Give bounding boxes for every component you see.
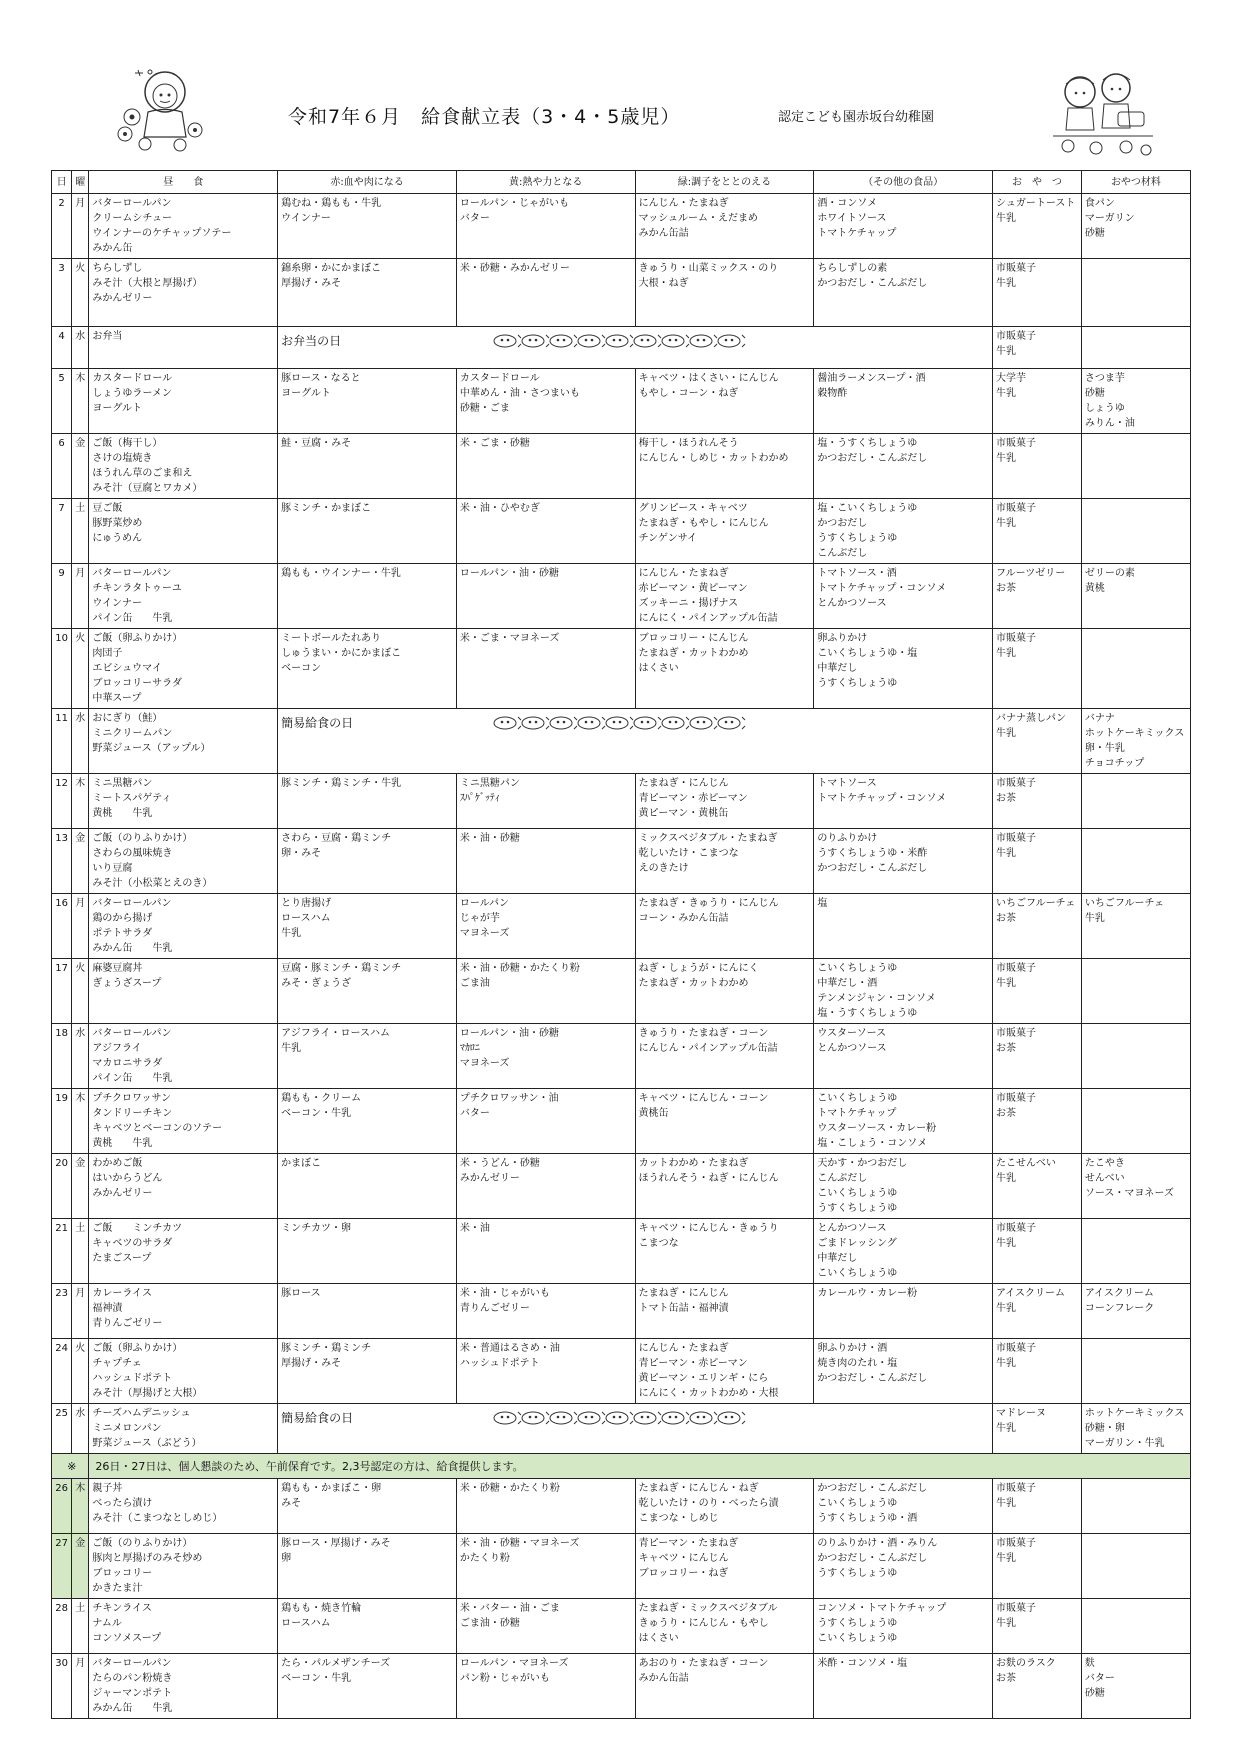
snack: 市販菓子 牛乳	[993, 499, 1082, 564]
day-number: 7	[52, 499, 72, 564]
other-foods: のりふりかけ・酒・みりん かつおだし・こんぶだし うすくちしょうゆ	[814, 1534, 993, 1599]
snack: いちごフルーチェ お茶	[993, 894, 1082, 959]
page-header	[0, 0, 1240, 170]
menu-row	[52, 709, 1191, 774]
day-number: 3	[52, 259, 72, 327]
weekday: 木	[72, 1479, 89, 1534]
snack: アイスクリーム 牛乳	[993, 1284, 1082, 1339]
lunch-dishes: カレーライス 福神漬 青りんごゼリー	[89, 1284, 278, 1339]
lunch-dishes: バターロールパン クリームシチュー ウインナーのケチャップソテー みかん缶	[89, 194, 278, 259]
snack: 市販菓子 お茶	[993, 774, 1082, 829]
menu-row	[52, 1534, 1191, 1599]
menu-row	[52, 774, 1191, 829]
menu-row	[52, 959, 1191, 1024]
snack-ingredients	[1081, 434, 1190, 499]
red-foods: 豆腐・豚ミンチ・鶏ミンチ みそ・ぎょうざ	[278, 959, 457, 1024]
snack-ingredients	[1081, 1219, 1190, 1284]
green-foods: たまねぎ・きゅうり・にんじん コーン・みかん缶詰	[635, 894, 814, 959]
col-header-red: 赤:血や肉になる	[278, 171, 457, 194]
yellow-foods: 米・油・砂糖	[456, 829, 635, 894]
menu-row	[52, 1089, 1191, 1154]
red-foods: とり唐揚げ ロースハム 牛乳	[278, 894, 457, 959]
snack-ingredients	[1081, 259, 1190, 327]
snack: 市販菓子 お茶	[993, 1024, 1082, 1089]
red-foods: 鶏もも・かまぼこ・卵 みそ	[278, 1479, 457, 1534]
menu-row	[52, 434, 1191, 499]
weekday: 木	[72, 1089, 89, 1154]
lunch-dishes: バターロールパン チキンラタトゥーユ ウインナー パイン缶 牛乳	[89, 564, 278, 629]
yellow-foods: 米・油・じゃがいも 青りんごゼリー	[456, 1284, 635, 1339]
day-number: 18	[52, 1024, 72, 1089]
yellow-foods: ロールパン じゃが芋 マヨネーズ	[456, 894, 635, 959]
snack-ingredients: 食パン マーガリン 砂糖	[1081, 194, 1190, 259]
lunch-dishes: カスタードロール しょうゆラーメン ヨーグルト	[89, 369, 278, 434]
snack: 市販菓子 牛乳	[993, 629, 1082, 709]
green-foods: きゅうり・山菜ミックス・のり 大根・ねぎ	[635, 259, 814, 327]
red-foods: 豚ミンチ・鶏ミンチ・牛乳	[278, 774, 457, 829]
snack: フルーツゼリー お茶	[993, 564, 1082, 629]
other-foods: ちらしずしの素 かつおだし・こんぶだし	[814, 259, 993, 327]
lunch-dishes: 麻婆豆腐丼 ぎょうざスープ	[89, 959, 278, 1024]
other-foods: こいくちしょうゆ 中華だし・酒 テンメンジャン・コンソメ 塩・うすくちしょうゆ	[814, 959, 993, 1024]
red-foods: 豚ロース・厚揚げ・みそ 卵	[278, 1534, 457, 1599]
green-foods: カットわかめ・たまねぎ ほうれんそう・ねぎ・にんじん	[635, 1154, 814, 1219]
lunch-dishes: ミニ黒糖パン ミートスパゲティ 黄桃 牛乳	[89, 774, 278, 829]
day-number: 28	[52, 1599, 72, 1654]
green-foods: にんじん・たまねぎ マッシュルーム・えだまめ みかん缶詰	[635, 194, 814, 259]
snack: 市販菓子 牛乳	[993, 959, 1082, 1024]
menu-row	[52, 1404, 1191, 1454]
decorative-border-illustration	[491, 329, 751, 353]
snack: 市販菓子 牛乳	[993, 1479, 1082, 1534]
weekday: 水	[72, 1024, 89, 1089]
lunch-dishes: 親子丼 べったら漬け みそ汁（こまつなとしめじ）	[89, 1479, 278, 1534]
green-foods: キャベツ・にんじん・きゅうり こまつな	[635, 1219, 814, 1284]
lunch-dishes: チキンライス ナムル コンソメスープ	[89, 1599, 278, 1654]
day-number: 6	[52, 434, 72, 499]
green-foods: ブロッコリー・にんじん たまねぎ・カットわかめ はくさい	[635, 629, 814, 709]
yellow-foods: 米・ごま・砂糖	[456, 434, 635, 499]
lunch-dishes: ご飯（卵ふりかけ） 肉団子 エビシュウマイ ブロッコリーサラダ 中華スープ	[89, 629, 278, 709]
weekday: 水	[72, 327, 89, 369]
weekday: 火	[72, 629, 89, 709]
red-foods: 豚ミンチ・鶏ミンチ 厚揚げ・みそ	[278, 1339, 457, 1404]
snack-ingredients	[1081, 829, 1190, 894]
col-header-green: 緑:調子をととのえる	[635, 171, 814, 194]
lunch-dishes: ご飯（梅干し） さけの塩焼き ほうれん草のごま和え みそ汁（豆腐とワカメ）	[89, 434, 278, 499]
day-number: 19	[52, 1089, 72, 1154]
weekday: 金	[72, 829, 89, 894]
menu-row	[52, 1024, 1191, 1089]
lunch-dishes: バターロールパン アジフライ マカロニサラダ パイン缶 牛乳	[89, 1024, 278, 1089]
weekday: 水	[72, 1404, 89, 1454]
green-foods: にんじん・たまねぎ 赤ピーマン・黄ピーマン ズッキーニ・揚げナス にんにく・パインアップル缶詰	[635, 564, 814, 629]
snack-ingredients: アイスクリーム コーンフレーク	[1081, 1284, 1190, 1339]
menu-row	[52, 499, 1191, 564]
day-number: 21	[52, 1219, 72, 1284]
red-foods: 鮭・豆腐・みそ	[278, 434, 457, 499]
weekday: 月	[72, 194, 89, 259]
menu-row	[52, 629, 1191, 709]
yellow-foods: 米・砂糖・みかんゼリー	[456, 259, 635, 327]
green-foods: たまねぎ・にんじん トマト缶詰・福神漬	[635, 1284, 814, 1339]
red-foods: たら・パルメザンチーズ ベーコン・牛乳	[278, 1654, 457, 1719]
red-foods: 錦糸卵・かにかまぼこ 厚揚げ・みそ	[278, 259, 457, 327]
green-foods: キャベツ・にんじん・コーン 黄桃缶	[635, 1089, 814, 1154]
other-foods: 塩・こいくちしょうゆ かつおだし うすくちしょうゆ こんぶだし	[814, 499, 993, 564]
snack-ingredients: バナナ ホットケーキミックス 卵・牛乳 チョコチップ	[1081, 709, 1190, 774]
day-number: 23	[52, 1284, 72, 1339]
weekday: 土	[72, 1219, 89, 1284]
snack: 市販菓子 牛乳	[993, 434, 1082, 499]
snack-ingredients: 麩 バター 砂糖	[1081, 1654, 1190, 1719]
lunch-dishes: プチクロワッサン タンドリーチキン キャベツとベーコンのソテー 黄桃 牛乳	[89, 1089, 278, 1154]
notice-row	[52, 1454, 1191, 1479]
col-header-snack: お や つ	[993, 171, 1082, 194]
red-foods: 鶏もも・ウインナー・牛乳	[278, 564, 457, 629]
yellow-foods: 米・砂糖・かたくり粉	[456, 1479, 635, 1534]
lunch-dishes: 豆ご飯 豚野菜炒め にゅうめん	[89, 499, 278, 564]
weekday: 月	[72, 894, 89, 959]
yellow-foods: ロールパン・じゃがいも バター	[456, 194, 635, 259]
other-foods: かつおだし・こんぶだし こいくちしょうゆ うすくちしょうゆ・酒	[814, 1479, 993, 1534]
menu-row	[52, 259, 1191, 327]
snack: 市販菓子 牛乳	[993, 1599, 1082, 1654]
day-number: 20	[52, 1154, 72, 1219]
snack: お麩のラスク お茶	[993, 1654, 1082, 1719]
lunch-dishes: お弁当	[89, 327, 278, 369]
lunch-dishes: チーズハムデニッシュ ミニメロンパン 野菜ジュース（ぶどう）	[89, 1404, 278, 1454]
day-number: 12	[52, 774, 72, 829]
weekday: 金	[72, 1154, 89, 1219]
notice-mark: ※	[52, 1454, 89, 1479]
green-foods: グリンピース・キャベツ たまねぎ・もやし・にんじん チンゲンサイ	[635, 499, 814, 564]
other-foods: カレールウ・カレー粉	[814, 1284, 993, 1339]
school-name: 認定こども園赤坂台幼稚園	[778, 110, 935, 125]
day-number: 17	[52, 959, 72, 1024]
day-number: 26	[52, 1479, 72, 1534]
notice-text: 26日・27日は、個人懇談のため、午前保育です。2,3号認定の方は、給食提供します。	[89, 1454, 1191, 1479]
day-number: 4	[52, 327, 72, 369]
other-foods: ウスターソース とんかつソース	[814, 1024, 993, 1089]
other-foods: 醤油ラーメンスープ・酒 穀物酢	[814, 369, 993, 434]
other-foods: 米酢・コンソメ・塩	[814, 1654, 993, 1719]
menu-row	[52, 1219, 1191, 1284]
other-foods: トマトソース・酒 トマトケチャップ・コンソメ とんかつソース	[814, 564, 993, 629]
yellow-foods: ロールパン・油・砂糖	[456, 564, 635, 629]
day-number: 2	[52, 194, 72, 259]
menu-row	[52, 1654, 1191, 1719]
yellow-foods: 米・油	[456, 1219, 635, 1284]
special-day-cell	[278, 1404, 993, 1454]
weekday: 金	[72, 1534, 89, 1599]
snack: 市販菓子 牛乳	[993, 1219, 1082, 1284]
green-foods: 青ピーマン・たまねぎ キャベツ・にんじん ブロッコリー・ねぎ	[635, 1534, 814, 1599]
snack-ingredients	[1081, 629, 1190, 709]
day-number: 16	[52, 894, 72, 959]
decorative-border-illustration	[491, 711, 751, 735]
green-foods: キャベツ・はくさい・にんじん もやし・コーン・ねぎ	[635, 369, 814, 434]
snack-ingredients	[1081, 499, 1190, 564]
yellow-foods: 米・ごま・マヨネーズ	[456, 629, 635, 709]
green-foods: たまねぎ・にんじん 青ピーマン・赤ピーマン 黄ピーマン・黄桃缶	[635, 774, 814, 829]
lunch-dishes: ご飯（のりふりかけ） さわらの風味焼き いり豆腐 みそ汁（小松菜とえのき）	[89, 829, 278, 894]
menu-row	[52, 1599, 1191, 1654]
yellow-foods: 米・うどん・砂糖 みかんゼリー	[456, 1154, 635, 1219]
children-cooking-illustration	[1048, 70, 1158, 160]
lunch-dishes: わかめご飯 はいからうどん みかんゼリー	[89, 1154, 278, 1219]
green-foods: たまねぎ・にんじん・ねぎ 乾しいたけ・のり・べったら漬 こまつな・しめじ	[635, 1479, 814, 1534]
yellow-foods: ロールパン・マヨネーズ パン粉・じゃがいも	[456, 1654, 635, 1719]
snack: 市販菓子 お茶	[993, 1089, 1082, 1154]
day-number: 30	[52, 1654, 72, 1719]
snack: 市販菓子 牛乳	[993, 829, 1082, 894]
other-foods: とんかつソース ごまドレッシング 中華だし こいくちしょうゆ	[814, 1219, 993, 1284]
menu-row	[52, 1154, 1191, 1219]
snack-ingredients	[1081, 327, 1190, 369]
other-foods: 塩・うすくちしょうゆ かつおだし・こんぶだし	[814, 434, 993, 499]
weekday: 火	[72, 1339, 89, 1404]
day-number: 27	[52, 1534, 72, 1599]
col-header-weekday: 曜	[72, 171, 89, 194]
green-foods: ねぎ・しょうが・にんにく たまねぎ・カットわかめ	[635, 959, 814, 1024]
weekday: 木	[72, 774, 89, 829]
menu-row	[52, 894, 1191, 959]
weekday: 火	[72, 259, 89, 327]
red-foods: かまぼこ	[278, 1154, 457, 1219]
yellow-foods: 米・バター・油・ごま ごま油・砂糖	[456, 1599, 635, 1654]
lunch-dishes: バターロールパン たらのパン粉焼き ジャーマンポテト みかん缶 牛乳	[89, 1654, 278, 1719]
green-foods: にんじん・たまねぎ 青ピーマン・赤ピーマン 黄ピーマン・エリンギ・にら にんにく・カットわかめ・大根	[635, 1339, 814, 1404]
yellow-foods: ロールパン・油・砂糖 ﾏｶﾛﾆ マヨネーズ	[456, 1024, 635, 1089]
red-foods: ミートボールたれあり しゅうまい・かにかまぼこ ベーコン	[278, 629, 457, 709]
green-foods: きゅうり・たまねぎ・コーン にんじん・パインアップル缶詰	[635, 1024, 814, 1089]
special-day-label: お弁当の日	[281, 333, 342, 348]
page-title: 令和7年６月 給食献立表（3・4・5歳児）	[288, 106, 681, 128]
snack-ingredients: いちごフルーチェ 牛乳	[1081, 894, 1190, 959]
weekday: 土	[72, 499, 89, 564]
green-foods: 梅干し・ほうれんそう にんじん・しめじ・カットわかめ	[635, 434, 814, 499]
snack-ingredients	[1081, 1479, 1190, 1534]
day-number: 25	[52, 1404, 72, 1454]
snack-ingredients	[1081, 1089, 1190, 1154]
snack: シュガートースト 牛乳	[993, 194, 1082, 259]
other-foods: 酒・コンソメ ホワイトソース トマトケチャップ	[814, 194, 993, 259]
snack-ingredients	[1081, 1024, 1190, 1089]
col-header-day: 日	[52, 171, 72, 194]
col-header-snack-ingredients: おやつ材料	[1081, 171, 1190, 194]
green-foods: たまねぎ・ミックスベジタブル きゅうり・にんじん・もやし はくさい	[635, 1599, 814, 1654]
day-number: 5	[52, 369, 72, 434]
day-number: 9	[52, 564, 72, 629]
red-foods: 豚ロース・なると ヨーグルト	[278, 369, 457, 434]
col-header-lunch: 昼 食	[89, 171, 278, 194]
menu-row	[52, 369, 1191, 434]
table-header-row	[52, 171, 1191, 194]
special-day-label: 簡易給食の日	[281, 715, 354, 730]
other-foods: 卵ふりかけ こいくちしょうゆ・塩 中華だし うすくちしょうゆ	[814, 629, 993, 709]
snack: 市販菓子 牛乳	[993, 1534, 1082, 1599]
weekday: 金	[72, 434, 89, 499]
menu-row	[52, 327, 1191, 369]
menu-row	[52, 1339, 1191, 1404]
snack: たこせんべい 牛乳	[993, 1154, 1082, 1219]
yellow-foods: 米・油・ひやむぎ	[456, 499, 635, 564]
other-foods: 天かす・かつおだし こんぶだし こいくちしょうゆ うすくちしょうゆ	[814, 1154, 993, 1219]
snack-ingredients: ホットケーキミックス 砂糖・卵 マーガリン・牛乳	[1081, 1404, 1190, 1454]
snack-ingredients	[1081, 1339, 1190, 1404]
snack: 市販菓子 牛乳	[993, 1339, 1082, 1404]
weekday: 月	[72, 1284, 89, 1339]
col-header-other: （その他の食品）	[814, 171, 993, 194]
weekday: 水	[72, 709, 89, 774]
col-header-yellow: 黄:熱や力となる	[456, 171, 635, 194]
menu-row	[52, 1284, 1191, 1339]
yellow-foods: ミニ黒糖パン ｽﾊﾟｹﾞｯﾃｨ	[456, 774, 635, 829]
weekday: 土	[72, 1599, 89, 1654]
snack-ingredients: ゼリーの素 黄桃	[1081, 564, 1190, 629]
decorative-border-illustration	[491, 1406, 751, 1430]
snack: 市販菓子 牛乳	[993, 259, 1082, 327]
menu-row	[52, 194, 1191, 259]
special-day-cell	[278, 327, 993, 369]
day-number: 11	[52, 709, 72, 774]
other-foods: のりふりかけ うすくちしょうゆ・米酢 かつおだし・こんぶだし	[814, 829, 993, 894]
menu-row	[52, 1479, 1191, 1534]
menu-row	[52, 564, 1191, 629]
other-foods: 卵ふりかけ・酒 焼き肉のたれ・塩 かつおだし・こんぶだし	[814, 1339, 993, 1404]
snack: 市販菓子 牛乳	[993, 327, 1082, 369]
red-foods: アジフライ・ロースハム 牛乳	[278, 1024, 457, 1089]
menu-table	[51, 170, 1191, 1719]
lunch-dishes: おにぎり（鮭） ミニクリームパン 野菜ジュース（アップル）	[89, 709, 278, 774]
snack-ingredients	[1081, 1599, 1190, 1654]
lunch-dishes: ご飯 ミンチカツ キャベツのサラダ たまごスープ	[89, 1219, 278, 1284]
yellow-foods: カスタードロール 中華めん・油・さつまいも 砂糖・ごま	[456, 369, 635, 434]
other-foods: こいくちしょうゆ トマトケチャップ ウスターソース・カレー粉 塩・こしょう・コンソメ	[814, 1089, 993, 1154]
weekday: 月	[72, 1654, 89, 1719]
lunch-dishes: ちらしずし みそ汁（大根と厚揚げ） みかんゼリー	[89, 259, 278, 327]
weekday: 木	[72, 369, 89, 434]
snack: バナナ蒸しパン 牛乳	[993, 709, 1082, 774]
red-foods: 豚ミンチ・かまぼこ	[278, 499, 457, 564]
red-foods: 鶏むね・鶏もも・牛乳 ウインナー	[278, 194, 457, 259]
red-foods: 豚ロース	[278, 1284, 457, 1339]
weekday: 火	[72, 959, 89, 1024]
lunch-dishes: ご飯（卵ふりかけ） チャプチェ ハッシュドポテト みそ汁（厚揚げと大根）	[89, 1339, 278, 1404]
other-foods: 塩	[814, 894, 993, 959]
green-foods: あおのり・たまねぎ・コーン みかん缶詰	[635, 1654, 814, 1719]
snack-ingredients: たこやき せんべい ソース・マヨネーズ	[1081, 1154, 1190, 1219]
snack-ingredients	[1081, 959, 1190, 1024]
red-foods: 鶏もも・焼き竹輪 ロースハム	[278, 1599, 457, 1654]
other-foods: トマトソース トマトケチャップ・コンソメ	[814, 774, 993, 829]
other-foods: コンソメ・トマトケチャップ うすくちしょうゆ こいくちしょうゆ	[814, 1599, 993, 1654]
lunch-dishes: ご飯（のりふりかけ） 豚肉と厚揚げのみそ炒め ブロッコリー かきたま汁	[89, 1534, 278, 1599]
red-foods: ミンチカツ・卵	[278, 1219, 457, 1284]
day-number: 24	[52, 1339, 72, 1404]
yellow-foods: プチクロワッサン・油 バター	[456, 1089, 635, 1154]
child-with-flowers-illustration	[110, 62, 210, 152]
red-foods: 鶏もも・クリーム ベーコン・牛乳	[278, 1089, 457, 1154]
weekday: 月	[72, 564, 89, 629]
special-day-label: 簡易給食の日	[281, 1410, 354, 1425]
yellow-foods: 米・普通はるさめ・油 ハッシュドポテト	[456, 1339, 635, 1404]
snack-ingredients	[1081, 774, 1190, 829]
yellow-foods: 米・油・砂糖・マヨネーズ かたくり粉	[456, 1534, 635, 1599]
snack-ingredients: さつま芋 砂糖 しょうゆ みりん・油	[1081, 369, 1190, 434]
green-foods: ミックスベジタブル・たまねぎ 乾しいたけ・こまつな えのきたけ	[635, 829, 814, 894]
snack-ingredients	[1081, 1534, 1190, 1599]
special-day-cell	[278, 709, 993, 774]
snack: 大学芋 牛乳	[993, 369, 1082, 434]
lunch-dishes: バターロールパン 鶏のから揚げ ポテトサラダ みかん缶 牛乳	[89, 894, 278, 959]
menu-body	[52, 194, 1191, 1719]
day-number: 13	[52, 829, 72, 894]
snack: マドレーヌ 牛乳	[993, 1404, 1082, 1454]
menu-row	[52, 829, 1191, 894]
day-number: 10	[52, 629, 72, 709]
red-foods: さわら・豆腐・鶏ミンチ 卵・みそ	[278, 829, 457, 894]
yellow-foods: 米・油・砂糖・かたくり粉 ごま油	[456, 959, 635, 1024]
